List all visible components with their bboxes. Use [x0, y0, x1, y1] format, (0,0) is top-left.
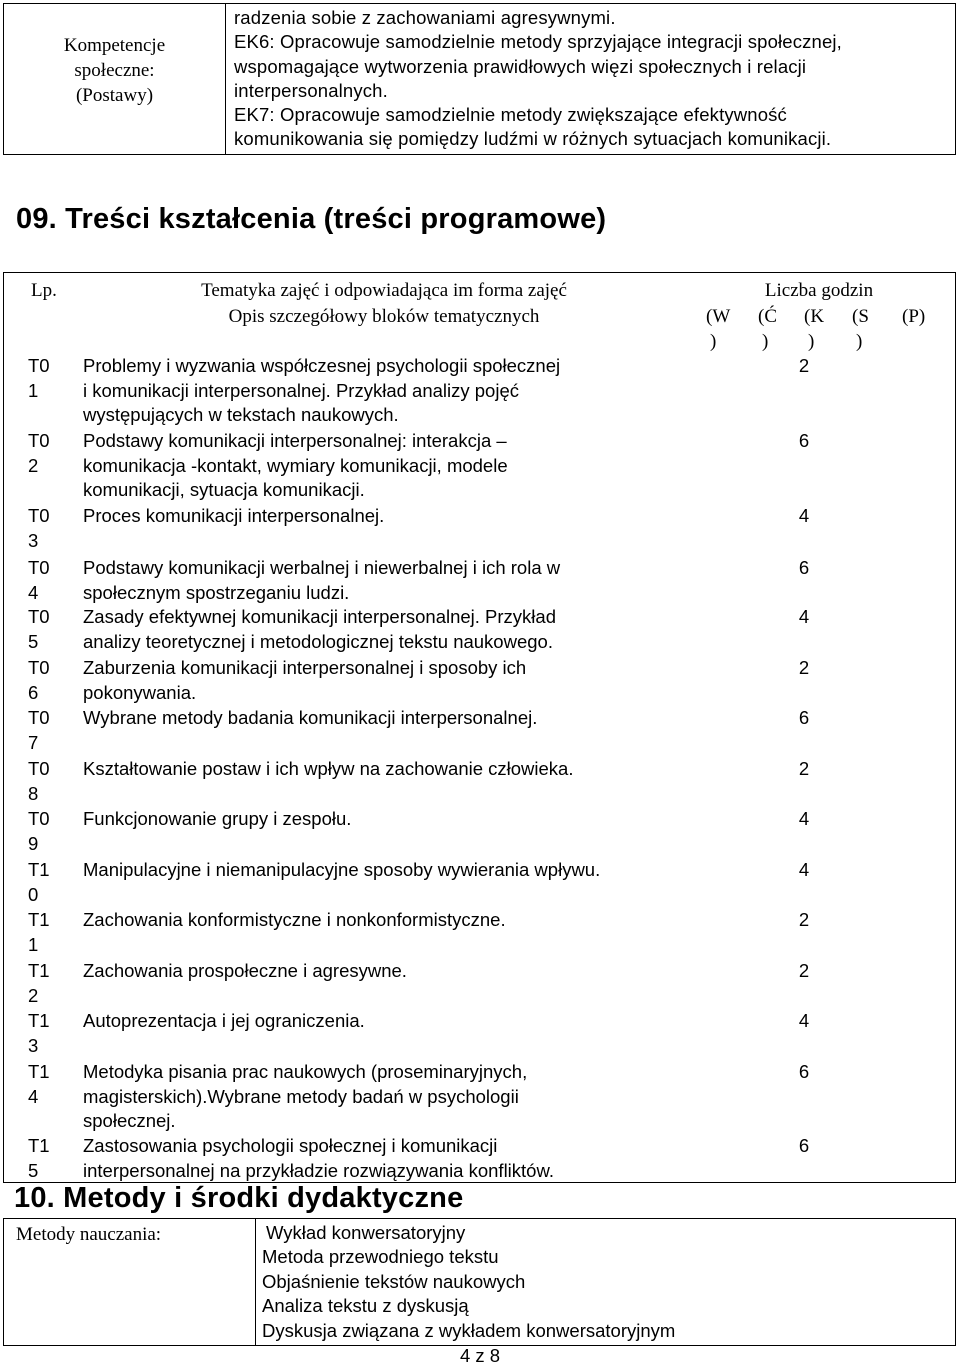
row-hours: 6: [798, 1135, 810, 1156]
row-number-part: T1: [28, 1061, 50, 1082]
row-number: [28, 706, 50, 755]
row-description-line: Kształtowanie postaw i ich wpływ na zachowanie człowieka.: [83, 758, 574, 779]
row-number-part: T1: [28, 909, 50, 930]
row-hours: 2: [798, 355, 810, 376]
competences-label-line: (Postawy): [75, 85, 154, 106]
row-number-part: 3: [28, 529, 39, 551]
row-number-part: 4: [28, 581, 39, 603]
row-number-part: T1: [28, 1010, 50, 1031]
row-number-part: 1: [28, 379, 39, 401]
competences-text-line: wspomagające wytworzenia prawidłowych więzi społecznych i relacji: [234, 55, 807, 77]
row-number-part: 1: [28, 933, 39, 955]
unit-type-open: (Ć: [758, 306, 777, 327]
competences-table: [3, 3, 956, 155]
row-number-part: 4: [28, 1085, 39, 1107]
content-table: [3, 272, 956, 1183]
row-number-part: T0: [28, 657, 50, 678]
row-hours: 4: [798, 1010, 810, 1031]
row-hours: 6: [798, 707, 810, 728]
row-number: [28, 656, 50, 705]
row-description: [83, 556, 693, 605]
row-number-part: 2: [28, 454, 39, 476]
row-number: [28, 1060, 50, 1109]
hours-header: Liczba godzin: [764, 280, 874, 301]
row-number-part: 9: [28, 832, 39, 854]
row-description-line: występujących w tekstach naukowych.: [83, 404, 399, 426]
competences-text-line: komunikowania się pomiędzy ludźmi w różnych sytuacjach komunikacji.: [234, 128, 832, 150]
method-item: Metoda przewodniego tekstu: [262, 1246, 499, 1268]
unit-type-open: (K: [804, 306, 825, 327]
unit-type-header: [902, 304, 925, 329]
unit-type-header: [706, 304, 730, 354]
row-description-line: Wybrane metody badania komunikacji interpersonalnej.: [83, 707, 538, 728]
row-hours: 4: [798, 606, 810, 627]
row-hours: 2: [798, 758, 810, 779]
row-description-line: Problemy i wyzwania współczesnej psychologii społecznej: [83, 355, 561, 376]
section-heading-10: 10. Metody i środki dydaktyczne: [14, 1182, 464, 1214]
row-number-part: T0: [28, 505, 50, 526]
row-number-part: T0: [28, 606, 50, 627]
competences-label-line: Kompetencje: [63, 35, 166, 56]
unit-type-open: (W: [706, 306, 731, 327]
row-description-line: Podstawy komunikacji interpersonalnej: interakcja –: [83, 430, 507, 451]
row-description-line: Zastosowania psychologii społecznej i komunikacji: [83, 1135, 498, 1156]
row-description-line: Zachowania konformistyczne i nonkonformistyczne.: [83, 909, 506, 930]
row-description: [83, 504, 693, 529]
row-number-part: 8: [28, 782, 39, 804]
row-number: [28, 1134, 50, 1183]
row-number: [28, 354, 50, 403]
row-description-line: interpersonalnej na przykładzie rozwiązywania konfliktów.: [83, 1159, 554, 1181]
method-item: Analiza tekstu z dyskusją: [262, 1295, 469, 1317]
row-number-part: 2: [28, 984, 39, 1006]
row-number-part: 0: [28, 883, 39, 905]
lp-header: Lp.: [31, 280, 57, 301]
row-hours: 4: [798, 808, 810, 829]
row-description-line: komunikacji, sytuacja komunikacji.: [83, 479, 365, 501]
methods-table: [3, 1218, 956, 1346]
row-hours: 4: [798, 859, 810, 880]
competences-text-line: radzenia sobie z zachowaniami agresywnymi.: [234, 7, 616, 28]
row-number-part: T1: [28, 1135, 50, 1156]
row-description: [83, 656, 693, 705]
row-description-line: Proces komunikacji interpersonalnej.: [83, 505, 385, 526]
row-number-part: T0: [28, 758, 50, 779]
page-number: 4 z 8: [459, 1345, 501, 1366]
row-description: [83, 1060, 693, 1134]
competences-label: [4, 4, 226, 154]
row-description-line: komunikacja -kontakt, wymiary komunikacji, modele: [83, 454, 508, 476]
unit-type-close: ): [856, 331, 863, 352]
row-number-part: 5: [28, 630, 39, 652]
row-number: [28, 1009, 50, 1058]
row-number-part: T1: [28, 960, 50, 981]
row-hours: 2: [798, 960, 810, 981]
row-description: [83, 1009, 693, 1034]
row-number: [28, 429, 50, 478]
unit-type-close: ): [762, 331, 769, 352]
row-description-line: analizy teoretycznej i metodologicznej tekstu naukowego.: [83, 630, 553, 652]
methods-list: [262, 1221, 952, 1343]
row-number-part: T0: [28, 557, 50, 578]
row-description-line: Funkcjonowanie grupy i zespołu.: [83, 808, 352, 829]
topic-header: [76, 278, 692, 330]
row-hours: 4: [798, 505, 810, 526]
competences-text: [234, 6, 950, 152]
row-description: [83, 1134, 693, 1183]
row-description-line: społecznej.: [83, 1110, 176, 1132]
topic-header-line: Opis szczegółowy bloków tematycznych: [228, 306, 540, 327]
row-description: [83, 354, 693, 428]
row-number: [28, 959, 50, 1008]
row-number: [28, 858, 50, 907]
row-description: [83, 807, 693, 832]
row-description: [83, 959, 693, 984]
row-description-line: Zasady efektywnej komunikacji interpersonalnej. Przykład: [83, 606, 556, 627]
unit-type-open: (S: [852, 306, 869, 327]
row-description-line: i komunikacji interpersonalnej. Przykład analizy pojęć: [83, 379, 519, 401]
row-description-line: społecznym spostrzeganiu ludzi.: [83, 581, 350, 603]
row-number-part: T0: [28, 430, 50, 451]
topic-header-line: Tematyka zajęć i odpowiadająca im forma zajęć: [201, 280, 567, 301]
row-description-line: Podstawy komunikacji werbalnej i niewerbalnej i ich rola w: [83, 557, 561, 578]
row-number-part: 6: [28, 681, 39, 703]
row-number-part: 7: [28, 731, 39, 753]
row-description-line: magisterskich).Wybrane metody badań w psychologii: [83, 1085, 519, 1107]
row-description: [83, 908, 693, 933]
row-number-part: T1: [28, 859, 50, 880]
row-hours: 6: [798, 557, 810, 578]
row-hours: 6: [798, 1061, 810, 1082]
row-number: [28, 556, 50, 605]
row-number: [28, 757, 50, 806]
row-number-part: T0: [28, 355, 50, 376]
competences-label-line: społeczne:: [74, 60, 155, 81]
row-description: [83, 858, 693, 883]
method-item: Objaśnienie tekstów naukowych: [262, 1270, 526, 1292]
row-description-line: Zachowania prospołeczne i agresywne.: [83, 960, 407, 981]
unit-type-header: [804, 304, 824, 354]
row-hours: 6: [798, 430, 810, 451]
row-number-part: 3: [28, 1034, 39, 1056]
methods-label: Metody nauczania:: [4, 1219, 256, 1345]
competences-text-line: EK6: Opracowuje samodzielnie metody sprzyjające integracji społecznej,: [234, 31, 842, 53]
unit-type-close: ): [710, 331, 717, 352]
method-item: Dyskusja związana z wykładem konwersatoryjnym: [262, 1319, 676, 1341]
method-item: Wykład konwersatoryjny: [266, 1222, 466, 1243]
competences-text-line: EK7: Opracowuje samodzielnie metody zwiększające efektywność: [234, 104, 787, 126]
row-number: [28, 605, 50, 654]
row-description-line: Metodyka pisania prac naukowych (proseminaryjnych,: [83, 1061, 528, 1082]
unit-type-close: ): [808, 331, 815, 352]
row-number-part: T0: [28, 707, 50, 728]
row-description-line: pokonywania.: [83, 681, 197, 703]
row-description-line: Autoprezentacja i jej ograniczenia.: [83, 1010, 365, 1031]
unit-type-open: (P): [902, 306, 926, 327]
row-number: [28, 807, 50, 856]
row-hours: 2: [798, 657, 810, 678]
row-hours: 2: [798, 909, 810, 930]
unit-type-header: [852, 304, 869, 354]
unit-type-header: [758, 304, 777, 354]
row-description: [83, 706, 693, 731]
competences-text-line: interpersonalnych.: [234, 79, 388, 101]
row-description: [83, 757, 693, 782]
row-description: [83, 429, 693, 503]
row-description-line: Zaburzenia komunikacji interpersonalnej i sposoby ich: [83, 657, 527, 678]
row-description: [83, 605, 693, 654]
row-number-part: 5: [28, 1159, 39, 1181]
row-number-part: T0: [28, 808, 50, 829]
row-description-line: Manipulacyjne i niemanipulacyjne sposoby wywierania wpływu.: [83, 859, 601, 880]
row-number: [28, 908, 50, 957]
section-heading-09: 09. Treści kształcenia (treści programowe): [16, 203, 607, 235]
row-number: [28, 504, 50, 553]
